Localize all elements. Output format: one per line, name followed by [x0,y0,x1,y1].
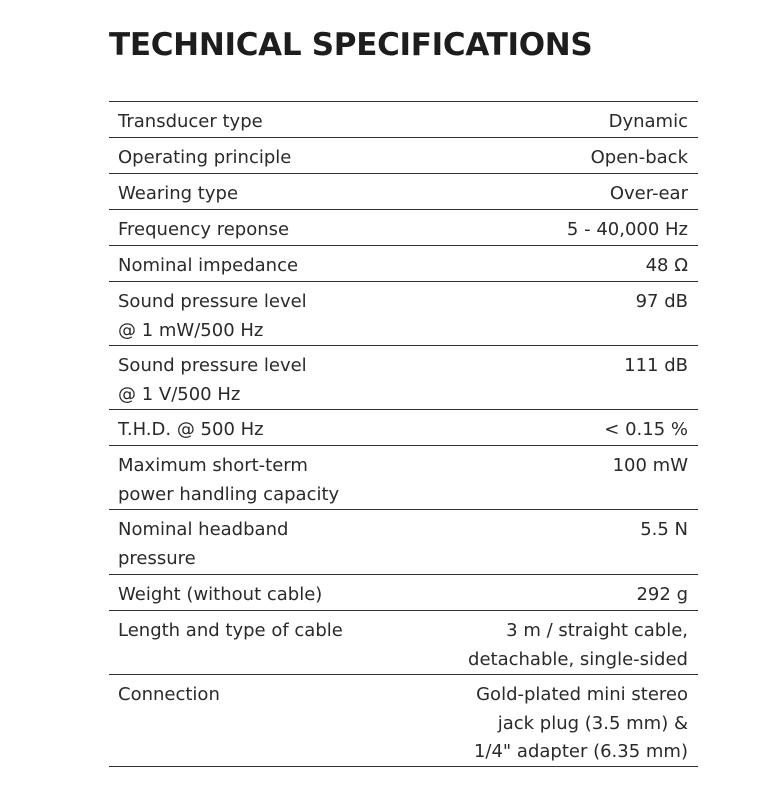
spec-label: T.H.D. @ 500 Hz [118,419,264,440]
spec-label: Sound pressure level @ 1 mW/500 Hz [118,291,307,341]
spec-value: 97 dB [635,291,688,312]
spec-row-spl-v [109,346,698,410]
spec-value: 100 mW [612,455,688,476]
spec-row-nominal-impedance [109,246,698,282]
spec-row-weight [109,575,698,611]
spec-table [109,101,698,767]
spec-row-headband-pressure [109,510,698,575]
spec-value: Over-ear [609,183,688,204]
spec-label: Maximum short-term power handling capacity [118,455,340,505]
spec-row-wearing-type [109,174,698,210]
spec-row-operating-principle [109,138,698,174]
spec-value: < 0.15 % [604,419,688,440]
spec-value: 111 dB [624,355,688,376]
spec-label: Length and type of cable [118,620,343,641]
spec-row-frequency-response [109,210,698,246]
spec-value: 5 - 40,000 Hz [566,219,688,240]
spec-row-cable [109,611,698,675]
spec-row-spl-mw [109,282,698,346]
spec-label: Nominal headband pressure [118,519,289,569]
spec-value: Open-back [590,147,688,168]
spec-label: Operating principle [118,147,292,168]
spec-label: Wearing type [118,183,239,204]
spec-row-transducer-type [109,102,698,138]
spec-value: Dynamic [608,111,688,132]
spec-row-connection [109,675,698,767]
spec-value: 5.5 N [640,519,688,540]
spec-value: 48 Ω [645,255,688,276]
page-title: TECHNICAL SPECIFICATIONS [109,27,593,63]
spec-value: 3 m / straight cable, detachable, single-sided [468,620,688,670]
spec-label: Frequency reponse [118,219,290,240]
spec-value: Gold-plated mini stereo jack plug (3.5 mm) & 1/4" adapter (6.35 mm) [473,684,688,762]
spec-label: Nominal impedance [118,255,299,276]
spec-label: Sound pressure level @ 1 V/500 Hz [118,355,307,405]
spec-label: Connection [118,684,220,705]
spec-value: 292 g [636,584,688,605]
spec-label: Transducer type [118,111,263,132]
spec-row-thd [109,410,698,446]
spec-row-power-handling [109,446,698,510]
spec-label: Weight (without cable) [118,584,323,605]
